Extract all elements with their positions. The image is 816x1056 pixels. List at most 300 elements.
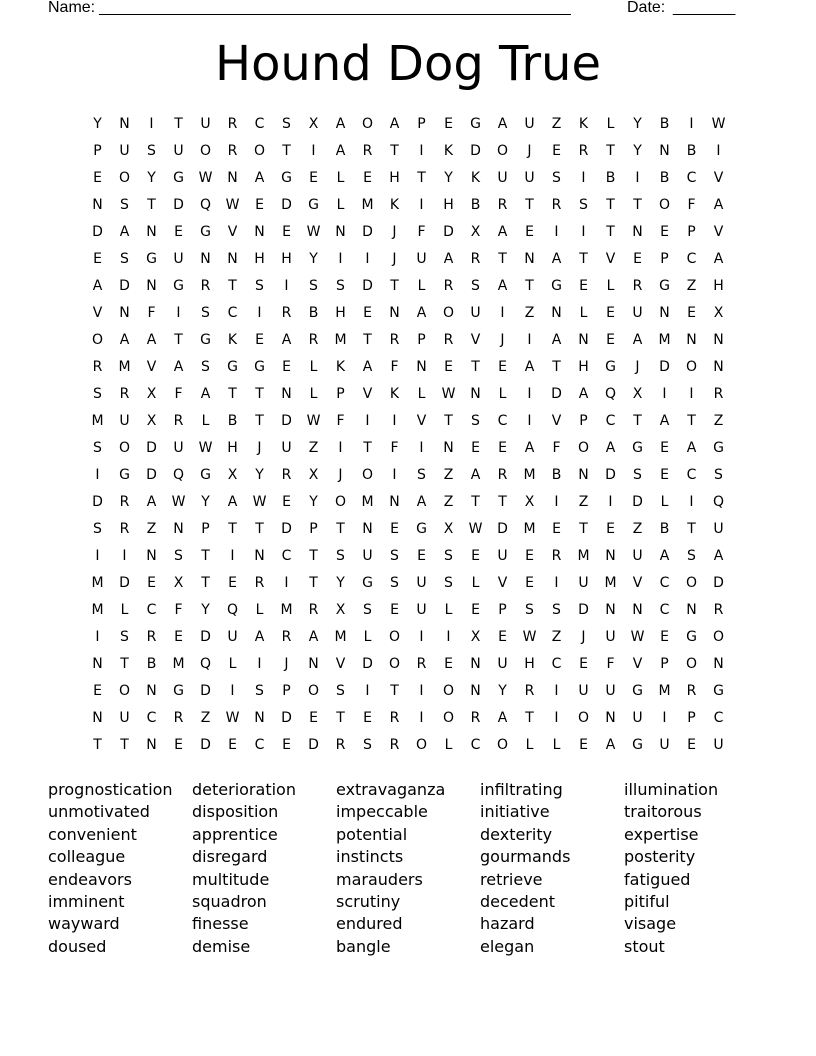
grid-letter[interactable]: P bbox=[417, 116, 426, 132]
grid-letter[interactable]: U bbox=[659, 737, 670, 753]
grid-letter[interactable]: N bbox=[713, 656, 724, 672]
grid-letter[interactable]: I bbox=[392, 413, 397, 429]
grid-letter[interactable]: O bbox=[496, 143, 509, 159]
grid-letter[interactable]: R bbox=[578, 143, 589, 159]
grid-letter[interactable]: R bbox=[497, 467, 508, 483]
grid-letter[interactable]: I bbox=[689, 116, 694, 132]
grid-letter[interactable]: Z bbox=[578, 494, 589, 510]
grid-letter[interactable]: N bbox=[632, 224, 643, 240]
grid-letter[interactable]: V bbox=[632, 575, 643, 591]
grid-letter[interactable]: U bbox=[173, 143, 184, 159]
grid-letter[interactable]: C bbox=[686, 467, 697, 483]
grid-letter[interactable]: S bbox=[93, 521, 102, 537]
grid-letter[interactable]: R bbox=[389, 332, 400, 348]
grid-letter[interactable]: C bbox=[227, 305, 238, 321]
grid-letter[interactable]: D bbox=[632, 494, 643, 510]
grid-letter[interactable]: E bbox=[174, 224, 183, 240]
grid-letter[interactable]: A bbox=[416, 305, 427, 321]
grid-letter[interactable]: Z bbox=[443, 494, 454, 510]
grid-letter[interactable]: S bbox=[120, 251, 129, 267]
grid-letter[interactable]: I bbox=[419, 440, 424, 456]
grid-letter[interactable]: E bbox=[93, 683, 102, 699]
grid-letter[interactable]: G bbox=[713, 440, 724, 456]
grid-letter[interactable]: M bbox=[118, 359, 131, 375]
grid-letter[interactable]: U bbox=[173, 251, 184, 267]
grid-letter[interactable]: R bbox=[470, 710, 481, 726]
grid-letter[interactable]: E bbox=[552, 521, 561, 537]
grid-letter[interactable]: S bbox=[363, 737, 372, 753]
grid-letter[interactable]: E bbox=[93, 251, 102, 267]
grid-letter[interactable]: B bbox=[659, 116, 670, 132]
grid-letter[interactable]: W bbox=[225, 197, 240, 213]
grid-letter[interactable]: Q bbox=[604, 386, 617, 402]
grid-letter[interactable]: R bbox=[173, 413, 184, 429]
grid-letter[interactable]: O bbox=[118, 440, 131, 456]
grid-letter[interactable]: X bbox=[524, 494, 535, 510]
grid-letter[interactable]: I bbox=[149, 116, 154, 132]
grid-letter[interactable]: G bbox=[686, 629, 697, 645]
grid-letter[interactable]: V bbox=[713, 224, 724, 240]
grid-letter[interactable]: D bbox=[362, 656, 373, 672]
grid-letter[interactable]: Y bbox=[93, 116, 102, 132]
grid-letter[interactable]: N bbox=[713, 332, 724, 348]
grid-letter[interactable]: I bbox=[95, 467, 100, 483]
grid-letter[interactable]: W bbox=[171, 494, 186, 510]
grid-letter[interactable]: A bbox=[497, 278, 508, 294]
grid-letter[interactable]: L bbox=[309, 386, 318, 402]
grid-letter[interactable]: E bbox=[174, 629, 183, 645]
grid-letter[interactable]: P bbox=[660, 251, 669, 267]
grid-letter[interactable]: E bbox=[363, 710, 372, 726]
grid-letter[interactable]: E bbox=[660, 440, 669, 456]
grid-letter[interactable]: Z bbox=[200, 710, 211, 726]
grid-letter[interactable]: X bbox=[308, 116, 319, 132]
grid-letter[interactable]: E bbox=[471, 602, 480, 618]
grid-letter[interactable]: E bbox=[606, 305, 615, 321]
grid-letter[interactable]: J bbox=[527, 143, 532, 159]
grid-letter[interactable]: E bbox=[606, 521, 615, 537]
grid-letter[interactable]: G bbox=[200, 332, 211, 348]
grid-letter[interactable]: O bbox=[577, 710, 590, 726]
grid-letter[interactable]: O bbox=[199, 143, 212, 159]
grid-letter[interactable]: W bbox=[306, 413, 321, 429]
grid-letter[interactable]: A bbox=[497, 116, 508, 132]
grid-letter[interactable]: A bbox=[659, 548, 670, 564]
grid-letter[interactable]: S bbox=[390, 548, 399, 564]
grid-letter[interactable]: S bbox=[201, 305, 210, 321]
grid-letter[interactable]: O bbox=[307, 683, 320, 699]
grid-letter[interactable]: N bbox=[254, 548, 265, 564]
grid-letter[interactable]: T bbox=[282, 143, 291, 159]
grid-letter[interactable]: J bbox=[284, 656, 289, 672]
grid-letter[interactable]: E bbox=[282, 737, 291, 753]
grid-letter[interactable]: T bbox=[255, 386, 264, 402]
grid-letter[interactable]: G bbox=[254, 359, 265, 375]
grid-letter[interactable]: S bbox=[120, 197, 129, 213]
grid-letter[interactable]: A bbox=[524, 359, 535, 375]
grid-letter[interactable]: R bbox=[227, 143, 238, 159]
grid-letter[interactable]: P bbox=[660, 656, 669, 672]
grid-letter[interactable]: Z bbox=[524, 305, 535, 321]
grid-letter[interactable]: H bbox=[254, 251, 265, 267]
grid-letter[interactable]: U bbox=[713, 521, 724, 537]
grid-letter[interactable]: O bbox=[442, 305, 455, 321]
grid-letter[interactable]: N bbox=[227, 170, 238, 186]
grid-letter[interactable]: U bbox=[578, 575, 589, 591]
grid-letter[interactable]: M bbox=[334, 629, 347, 645]
grid-letter[interactable]: W bbox=[198, 170, 213, 186]
grid-letter[interactable]: G bbox=[632, 440, 643, 456]
grid-letter[interactable]: T bbox=[228, 278, 237, 294]
grid-letter[interactable]: C bbox=[254, 116, 265, 132]
grid-letter[interactable]: O bbox=[442, 710, 455, 726]
grid-letter[interactable]: Y bbox=[309, 251, 318, 267]
grid-letter[interactable]: I bbox=[419, 710, 424, 726]
grid-letter[interactable]: B bbox=[659, 170, 670, 186]
grid-letter[interactable]: T bbox=[309, 548, 318, 564]
grid-letter[interactable]: R bbox=[470, 251, 481, 267]
grid-letter[interactable]: E bbox=[417, 548, 426, 564]
grid-letter[interactable]: I bbox=[527, 413, 532, 429]
grid-letter[interactable]: U bbox=[497, 656, 508, 672]
grid-letter[interactable]: T bbox=[525, 197, 534, 213]
grid-letter[interactable]: D bbox=[497, 521, 508, 537]
grid-letter[interactable]: O bbox=[118, 683, 131, 699]
grid-letter[interactable]: C bbox=[659, 575, 670, 591]
grid-letter[interactable]: I bbox=[176, 305, 181, 321]
grid-letter[interactable]: A bbox=[443, 251, 454, 267]
grid-letter[interactable]: L bbox=[579, 305, 588, 321]
grid-letter[interactable]: E bbox=[687, 737, 696, 753]
grid-letter[interactable]: G bbox=[119, 467, 130, 483]
grid-letter[interactable]: J bbox=[500, 332, 505, 348]
grid-letter[interactable]: E bbox=[444, 116, 453, 132]
grid-letter[interactable]: N bbox=[416, 359, 427, 375]
grid-letter[interactable]: R bbox=[416, 656, 427, 672]
grid-letter[interactable]: O bbox=[496, 737, 509, 753]
grid-letter[interactable]: A bbox=[281, 332, 292, 348]
grid-letter[interactable]: L bbox=[498, 386, 507, 402]
grid-letter[interactable]: T bbox=[579, 521, 588, 537]
grid-letter[interactable]: T bbox=[606, 197, 615, 213]
grid-letter[interactable]: T bbox=[390, 683, 399, 699]
grid-letter[interactable]: T bbox=[174, 116, 183, 132]
grid-letter[interactable]: X bbox=[713, 305, 724, 321]
grid-letter[interactable]: T bbox=[255, 413, 264, 429]
grid-letter[interactable]: R bbox=[713, 602, 724, 618]
grid-letter[interactable]: Y bbox=[498, 683, 507, 699]
grid-letter[interactable]: V bbox=[551, 413, 562, 429]
grid-letter[interactable]: D bbox=[443, 224, 454, 240]
grid-letter[interactable]: I bbox=[230, 548, 235, 564]
grid-letter[interactable]: N bbox=[200, 251, 211, 267]
grid-letter[interactable]: E bbox=[228, 737, 237, 753]
grid-letter[interactable]: R bbox=[551, 197, 562, 213]
grid-letter[interactable]: T bbox=[93, 737, 102, 753]
grid-letter[interactable]: E bbox=[282, 224, 291, 240]
grid-letter[interactable]: Z bbox=[632, 521, 643, 537]
grid-letter[interactable]: B bbox=[686, 143, 697, 159]
grid-letter[interactable]: A bbox=[632, 332, 643, 348]
grid-letter[interactable]: W bbox=[522, 629, 537, 645]
grid-letter[interactable]: V bbox=[146, 359, 157, 375]
grid-letter[interactable]: E bbox=[525, 575, 534, 591]
grid-letter[interactable]: U bbox=[632, 548, 643, 564]
grid-letter[interactable]: T bbox=[120, 656, 129, 672]
grid-letter[interactable]: E bbox=[579, 656, 588, 672]
grid-letter[interactable]: C bbox=[254, 737, 265, 753]
grid-letter[interactable]: U bbox=[281, 440, 292, 456]
grid-letter[interactable]: V bbox=[362, 386, 373, 402]
grid-letter[interactable]: N bbox=[470, 656, 481, 672]
grid-letter[interactable]: Y bbox=[633, 143, 642, 159]
grid-letter[interactable]: E bbox=[606, 332, 615, 348]
grid-letter[interactable]: O bbox=[658, 197, 671, 213]
grid-letter[interactable]: R bbox=[227, 116, 238, 132]
grid-letter[interactable]: T bbox=[336, 710, 345, 726]
grid-letter[interactable]: A bbox=[254, 629, 265, 645]
grid-letter[interactable]: I bbox=[392, 467, 397, 483]
grid-letter[interactable]: G bbox=[605, 359, 616, 375]
grid-letter[interactable]: S bbox=[255, 278, 264, 294]
grid-letter[interactable]: G bbox=[470, 116, 481, 132]
grid-letter[interactable]: R bbox=[92, 359, 103, 375]
grid-letter[interactable]: E bbox=[390, 521, 399, 537]
grid-letter[interactable]: S bbox=[147, 143, 156, 159]
grid-letter[interactable]: M bbox=[91, 413, 104, 429]
grid-letter[interactable]: R bbox=[713, 386, 724, 402]
grid-letter[interactable]: N bbox=[254, 710, 265, 726]
grid-letter[interactable]: G bbox=[632, 683, 643, 699]
grid-letter[interactable]: V bbox=[605, 251, 616, 267]
grid-letter[interactable]: L bbox=[471, 575, 480, 591]
grid-letter[interactable]: G bbox=[416, 521, 427, 537]
grid-letter[interactable]: Q bbox=[172, 467, 185, 483]
grid-letter[interactable]: A bbox=[659, 413, 670, 429]
grid-letter[interactable]: K bbox=[335, 359, 346, 375]
grid-letter[interactable]: T bbox=[201, 575, 210, 591]
grid-letter[interactable]: N bbox=[659, 143, 670, 159]
grid-letter[interactable]: U bbox=[605, 629, 616, 645]
grid-letter[interactable]: N bbox=[92, 656, 103, 672]
grid-letter[interactable]: Z bbox=[308, 440, 319, 456]
grid-letter[interactable]: W bbox=[306, 224, 321, 240]
grid-letter[interactable]: E bbox=[363, 305, 372, 321]
grid-letter[interactable]: A bbox=[146, 494, 157, 510]
grid-letter[interactable]: N bbox=[227, 251, 238, 267]
grid-letter[interactable]: U bbox=[713, 737, 724, 753]
grid-letter[interactable]: Q bbox=[199, 656, 212, 672]
grid-letter[interactable]: A bbox=[92, 278, 103, 294]
grid-letter[interactable]: I bbox=[662, 386, 667, 402]
grid-letter[interactable]: M bbox=[658, 332, 671, 348]
grid-letter[interactable]: M bbox=[280, 602, 293, 618]
grid-letter[interactable]: H bbox=[335, 305, 346, 321]
grid-letter[interactable]: N bbox=[578, 467, 589, 483]
grid-letter[interactable]: N bbox=[605, 602, 616, 618]
grid-letter[interactable]: B bbox=[308, 305, 319, 321]
grid-letter[interactable]: E bbox=[309, 710, 318, 726]
grid-letter[interactable]: X bbox=[146, 413, 157, 429]
grid-letter[interactable]: T bbox=[633, 413, 642, 429]
grid-letter[interactable]: X bbox=[146, 386, 157, 402]
grid-letter[interactable]: S bbox=[714, 467, 723, 483]
grid-letter[interactable]: U bbox=[524, 116, 535, 132]
grid-letter[interactable]: L bbox=[201, 413, 210, 429]
grid-letter[interactable]: A bbox=[227, 494, 238, 510]
grid-letter[interactable]: F bbox=[174, 386, 183, 402]
grid-letter[interactable]: T bbox=[417, 170, 426, 186]
grid-letter[interactable]: N bbox=[308, 656, 319, 672]
grid-letter[interactable]: T bbox=[228, 386, 237, 402]
grid-letter[interactable]: C bbox=[605, 413, 616, 429]
grid-letter[interactable]: Y bbox=[309, 494, 318, 510]
grid-letter[interactable]: W bbox=[252, 494, 267, 510]
grid-letter[interactable]: C bbox=[146, 602, 157, 618]
grid-letter[interactable]: I bbox=[284, 278, 289, 294]
grid-letter[interactable]: L bbox=[336, 170, 345, 186]
grid-letter[interactable]: X bbox=[632, 386, 643, 402]
grid-letter[interactable]: S bbox=[336, 278, 345, 294]
grid-letter[interactable]: S bbox=[525, 602, 534, 618]
grid-letter[interactable]: J bbox=[635, 359, 640, 375]
grid-letter[interactable]: F bbox=[147, 305, 156, 321]
grid-letter[interactable]: D bbox=[146, 440, 157, 456]
grid-letter[interactable]: E bbox=[363, 170, 372, 186]
grid-letter[interactable]: T bbox=[201, 548, 210, 564]
grid-letter[interactable]: D bbox=[281, 710, 292, 726]
grid-letter[interactable]: C bbox=[551, 656, 562, 672]
grid-letter[interactable]: N bbox=[605, 710, 616, 726]
grid-letter[interactable]: R bbox=[173, 710, 184, 726]
grid-letter[interactable]: E bbox=[282, 494, 291, 510]
grid-letter[interactable]: O bbox=[685, 656, 698, 672]
grid-letter[interactable]: M bbox=[658, 683, 671, 699]
grid-letter[interactable]: D bbox=[659, 359, 670, 375]
grid-letter[interactable]: G bbox=[632, 737, 643, 753]
grid-letter[interactable]: T bbox=[228, 521, 237, 537]
grid-letter[interactable]: X bbox=[173, 575, 184, 591]
grid-letter[interactable]: I bbox=[257, 656, 262, 672]
grid-letter[interactable]: T bbox=[363, 440, 372, 456]
grid-letter[interactable]: O bbox=[91, 332, 104, 348]
grid-letter[interactable]: X bbox=[470, 629, 481, 645]
grid-letter[interactable]: D bbox=[119, 278, 130, 294]
grid-letter[interactable]: W bbox=[441, 386, 456, 402]
grid-letter[interactable]: A bbox=[470, 467, 481, 483]
grid-letter[interactable]: N bbox=[92, 197, 103, 213]
grid-letter[interactable]: U bbox=[470, 305, 481, 321]
grid-letter[interactable]: N bbox=[524, 251, 535, 267]
grid-letter[interactable]: A bbox=[173, 359, 184, 375]
grid-letter[interactable]: I bbox=[500, 305, 505, 321]
grid-letter[interactable]: N bbox=[605, 548, 616, 564]
grid-letter[interactable]: E bbox=[687, 305, 696, 321]
grid-letter[interactable]: I bbox=[365, 413, 370, 429]
name-blank-line[interactable]: _____________________________________________________ bbox=[99, 0, 571, 16]
grid-letter[interactable]: G bbox=[200, 467, 211, 483]
grid-letter[interactable]: P bbox=[336, 386, 345, 402]
grid-letter[interactable]: I bbox=[554, 494, 559, 510]
grid-letter[interactable]: V bbox=[92, 305, 103, 321]
grid-letter[interactable]: R bbox=[389, 710, 400, 726]
grid-letter[interactable]: L bbox=[444, 737, 453, 753]
grid-letter[interactable]: U bbox=[227, 629, 238, 645]
grid-letter[interactable]: R bbox=[119, 386, 130, 402]
grid-letter[interactable]: H bbox=[281, 251, 292, 267]
grid-letter[interactable]: T bbox=[336, 521, 345, 537]
grid-letter[interactable]: Y bbox=[336, 575, 345, 591]
grid-letter[interactable]: A bbox=[713, 251, 724, 267]
grid-letter[interactable]: R bbox=[281, 467, 292, 483]
grid-letter[interactable]: T bbox=[255, 521, 264, 537]
grid-letter[interactable]: G bbox=[146, 251, 157, 267]
grid-letter[interactable]: E bbox=[93, 170, 102, 186]
grid-letter[interactable]: U bbox=[632, 305, 643, 321]
grid-letter[interactable]: N bbox=[173, 521, 184, 537]
grid-letter[interactable]: L bbox=[120, 602, 129, 618]
grid-letter[interactable]: X bbox=[227, 467, 238, 483]
grid-letter[interactable]: E bbox=[471, 440, 480, 456]
grid-letter[interactable]: D bbox=[362, 278, 373, 294]
grid-letter[interactable]: S bbox=[471, 278, 480, 294]
grid-letter[interactable]: N bbox=[443, 440, 454, 456]
grid-letter[interactable]: I bbox=[689, 386, 694, 402]
grid-letter[interactable]: I bbox=[230, 683, 235, 699]
grid-letter[interactable]: T bbox=[390, 278, 399, 294]
grid-letter[interactable]: D bbox=[200, 737, 211, 753]
grid-letter[interactable]: L bbox=[552, 737, 561, 753]
grid-letter[interactable]: X bbox=[308, 467, 319, 483]
grid-letter[interactable]: T bbox=[606, 143, 615, 159]
grid-letter[interactable]: O bbox=[577, 440, 590, 456]
grid-letter[interactable]: O bbox=[388, 656, 401, 672]
grid-letter[interactable]: E bbox=[579, 278, 588, 294]
grid-letter[interactable]: I bbox=[419, 143, 424, 159]
grid-letter[interactable]: W bbox=[468, 521, 483, 537]
grid-letter[interactable]: C bbox=[146, 710, 157, 726]
grid-letter[interactable]: Z bbox=[713, 413, 724, 429]
grid-letter[interactable]: A bbox=[119, 332, 130, 348]
grid-letter[interactable]: E bbox=[552, 143, 561, 159]
grid-letter[interactable]: I bbox=[257, 305, 262, 321]
grid-letter[interactable]: S bbox=[336, 683, 345, 699]
grid-letter[interactable]: P bbox=[282, 683, 291, 699]
grid-letter[interactable]: L bbox=[444, 602, 453, 618]
grid-letter[interactable]: U bbox=[605, 683, 616, 699]
grid-letter[interactable]: A bbox=[551, 332, 562, 348]
grid-letter[interactable]: G bbox=[659, 278, 670, 294]
grid-letter[interactable]: E bbox=[444, 359, 453, 375]
grid-letter[interactable]: T bbox=[120, 737, 129, 753]
grid-letter[interactable]: I bbox=[338, 440, 343, 456]
grid-letter[interactable]: I bbox=[527, 386, 532, 402]
grid-letter[interactable]: E bbox=[633, 251, 642, 267]
grid-letter[interactable]: A bbox=[578, 386, 589, 402]
grid-letter[interactable]: D bbox=[200, 629, 211, 645]
grid-letter[interactable]: F bbox=[417, 224, 426, 240]
grid-letter[interactable]: E bbox=[228, 575, 237, 591]
grid-letter[interactable]: P bbox=[579, 413, 588, 429]
grid-letter[interactable]: S bbox=[336, 548, 345, 564]
grid-letter[interactable]: I bbox=[95, 548, 100, 564]
grid-letter[interactable]: O bbox=[712, 629, 725, 645]
grid-letter[interactable]: L bbox=[336, 197, 345, 213]
grid-letter[interactable]: P bbox=[93, 143, 102, 159]
grid-letter[interactable]: D bbox=[551, 386, 562, 402]
grid-letter[interactable]: J bbox=[338, 467, 343, 483]
grid-letter[interactable]: E bbox=[498, 440, 507, 456]
